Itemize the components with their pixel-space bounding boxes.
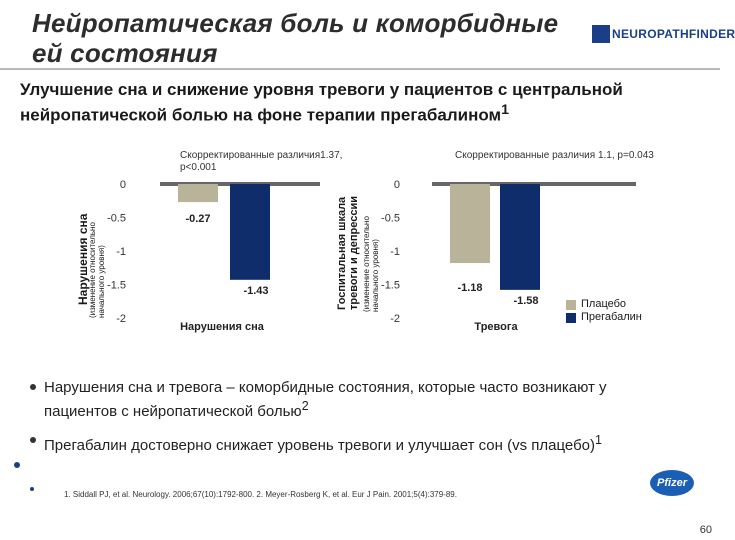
- y-tick-label: 0: [119, 179, 126, 191]
- references: 1. Siddall PJ, et al. Neurology. 2006;67(10):1792-800. 2. Meyer-Rosberg K, et al. Eur J Pain. 2001;5(4):379-89.: [64, 490, 457, 499]
- bar-pregabalin: [230, 184, 270, 280]
- y-tick-label: -1.5: [107, 279, 126, 292]
- subtitle-sup: 1: [501, 102, 509, 118]
- chart1-annotation: Скорректированные различия1.37, p<0.001: [180, 150, 343, 173]
- y-tick-label: 0: [393, 179, 400, 191]
- bullet-text: Нарушения сна и тревога – коморбидные состояния, которые часто возникают у пациентов с нейропатической болью: [44, 379, 607, 420]
- chart2-ylabel-sub: (изменение относительно начального уровня): [362, 216, 380, 312]
- bullet-list: [30, 378, 670, 465]
- y-tick-label: -2: [116, 313, 126, 325]
- pfizer-logo: Pfizer: [650, 470, 694, 496]
- x-axis-label: Тревога: [474, 321, 518, 333]
- y-tick-label: -0.5: [107, 212, 126, 225]
- bullet-dot-icon: [30, 437, 36, 443]
- subtitle-text: Улучшение сна и снижение уровня тревоги у пациентов с центральной нейропатической болью на фоне терапии прегабалином: [20, 80, 623, 125]
- logo-text: NEUROPATHFINDER: [612, 27, 735, 41]
- y-tick-label: -1.5: [381, 279, 400, 292]
- chart-legend: [566, 298, 642, 324]
- page-number: 60: [699, 524, 712, 536]
- y-tick-label: -1: [390, 246, 400, 258]
- bar-placebo: [178, 184, 218, 202]
- y-tick-label: -1: [116, 246, 126, 258]
- bar-pregabalin: [500, 184, 540, 290]
- bullet-text: Прегабалин достоверно снижает уровень тревоги и улучшает сон (vs плацебо): [44, 437, 596, 454]
- legend-swatch-placebo: [566, 300, 576, 310]
- bullet-item: [30, 378, 670, 421]
- bullet-sup: 1: [595, 433, 602, 447]
- chart2-ylabel: Госпитальная шкала тревоги и депрессии: [336, 196, 360, 310]
- chart1-ylabel-sub: (изменение относительно начального уровня): [88, 222, 106, 318]
- legend-swatch-pregabalin: [566, 313, 576, 323]
- decor-dot-icon: [30, 487, 34, 491]
- y-tick-label: -0.5: [381, 212, 400, 225]
- data-label: -0.27: [185, 213, 211, 226]
- bullet-item: [30, 431, 670, 455]
- legend-item-pregabalin: [566, 311, 642, 324]
- legend-label-placebo: Плацебо: [581, 298, 627, 310]
- data-label: -1.18: [457, 282, 483, 295]
- page-title: Нейропатическая боль и коморбидные ей состояния: [32, 8, 559, 68]
- bullet-sup: 2: [301, 399, 309, 413]
- data-label: -1.43: [243, 284, 269, 297]
- bar-placebo: [450, 184, 490, 263]
- data-label: -1.58: [513, 294, 539, 307]
- chart1-ylabel: Нарушения сна: [76, 213, 90, 305]
- legend-item-placebo: [566, 298, 642, 311]
- y-tick-label: -2: [390, 313, 400, 325]
- bullet-dot-icon: [30, 384, 36, 390]
- decor-dot-icon: [14, 462, 20, 468]
- chart2-annotation: Скорректированные различия 1.1, p=0.043: [455, 150, 654, 161]
- legend-label-pregabalin: Прегабалин: [581, 311, 642, 323]
- chart-sleep: [107, 179, 320, 333]
- x-axis-label: Нарушения сна: [180, 321, 264, 333]
